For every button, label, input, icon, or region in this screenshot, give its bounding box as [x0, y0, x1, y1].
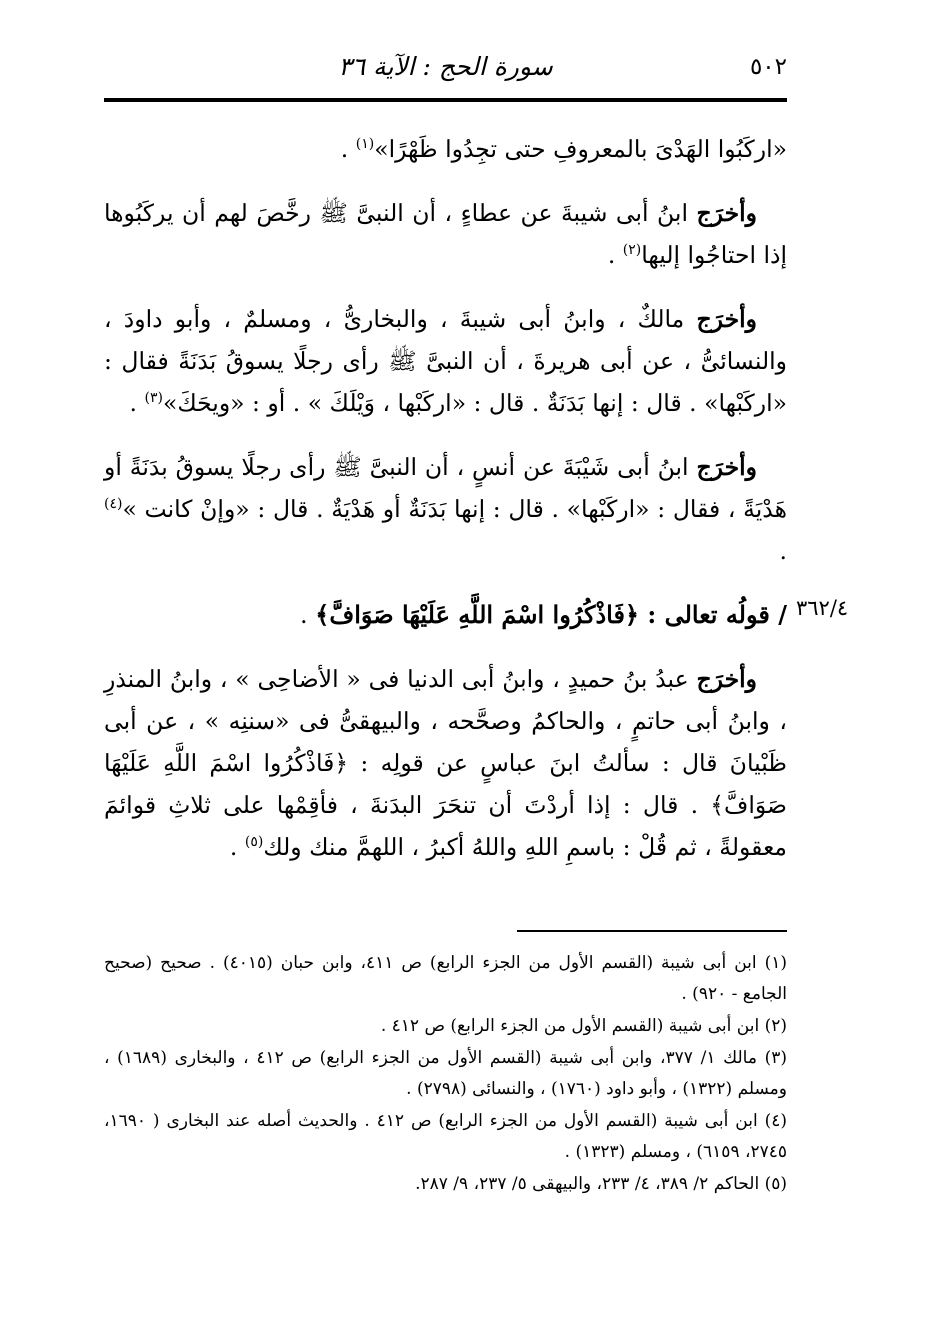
footnote: (٥) الحاكم ٢/ ٣٨٩، ٤/ ٢٣٣، والبيهقى ٥/ ٢٣٧، ٩/ ٢٨٧.	[415, 1174, 787, 1194]
footnote-marker: (٢)	[622, 242, 642, 259]
paragraph-text: «اركَبُوا الهَدْىَ بالمعروفِ حتى تجِدُوا ظَهْرًا»	[374, 135, 787, 163]
footnote-marker: (٥)	[244, 834, 264, 851]
footnote: (٢) ابن أبى شيبة (القسم الأول من الجزء الرابع) ص ٤١٢ .	[380, 1016, 787, 1036]
margin-reference: ٣٦٢/٤	[796, 596, 849, 620]
verse-heading-lead: / قولُه تعالى :	[647, 600, 787, 629]
footnote: (١) ابن أبى شيبة (القسم الأول من الجزء الرابع) ص ٤١١، وابن حبان (٤٠١٥) . صحيح (صحيح الجامع - ٩٢٠) .	[104, 953, 787, 1004]
paragraph-lead: وأخرَج	[696, 665, 757, 693]
verse-heading: / قولُه تعالى : ﴿فَاذْكُرُوا اسْمَ اللَّهِ عَلَيْهَا صَوَافَّ﴾ .	[300, 600, 787, 629]
paragraph: وأخرَج ابنُ أبى شَيْبَةَ عن أنسٍ ، أن النبىَّ ﷺ رأى رجلًا يسوقُ بدَنَةً أو هَدْيَةً ، فقال : «اركَبْها» . قال : إنها بَدَنَةٌ أو هَدْيَةٌ . قال : «وإنْ كانت »$^{(٤)}$ .	[104, 453, 787, 565]
running-header	[104, 50, 787, 96]
paragraph-lead: وأخرَج	[696, 453, 757, 481]
paragraph: وأخرَج عبدُ بنُ حميدٍ ، وابنُ أبى الدنيا فى « الأضاحِى » ، وابنُ المنذرِ ، وابنُ أبى حاتمٍ ، والحاكمُ وصحَّحه ، والبيهقىُّ فى «سننِه » ، عن أبى ظَبْيانَ قال : سألتُ ابنَ عباسٍ عن قولِه : ﴿فَاذْكُرُوا اسْمَ اللَّهِ عَلَيْهَا صَوَافَّ﴾ . قال : إذا أردْتَ أن تنحَرَ البدَنةَ ، فأقِمْها على ثلاثِ قوائمَ معقولةً ، ثم قُلْ : باسمِ اللهِ واللهُ أكبرُ ، اللهمَّ منك ولك$^{(٥)}$ .	[104, 665, 787, 861]
paragraph: «اركَبُوا الهَدْىَ بالمعروفِ حتى تجِدُوا ظَهْرًا»$^{(١)}$ .	[340, 135, 787, 163]
footnote-marker: (٣)	[144, 390, 163, 407]
footnote-marker: (٤)	[104, 496, 123, 513]
running-title: سورة الحج : الآية ٣٦	[338, 52, 553, 81]
footnotes	[104, 948, 787, 1201]
footnote: (٣) مالك ١/ ٣٧٧، وابن أبى شيبة (القسم الأول من الجزء الرابع) ص ٤١٢ ، والبخارى (١٦٨٩) ، ومسلم (١٣٢٢) ، وأبو داود (١٧٦٠) ، والنسائى (٢٧٩٨) .	[104, 1048, 787, 1099]
page-number: ٥٠٢	[749, 54, 787, 80]
paragraph: وأخرَج مالكٌ ، وابنُ أبى شيبةَ ، والبخارىُّ ، ومسلمٌ ، وأبو داودَ ، والنسائىُّ ، عن أبى هريرةَ ، أن النبىَّ ﷺ رأى رجلًا يسوقُ بَدَنَةً فقال : «اركَبْها» . قال : إنها بَدَنَةٌ . قال : «اركَبْها ، وَيْلَكَ » . أو : «ويحَكَ»$^{(٣)}$ .	[104, 305, 787, 417]
header-rule	[104, 98, 787, 102]
footnote: (٤) ابن أبى شيبة (القسم الأول من الجزء الرابع) ص ٤١٢ . والحديث أصله عند البخارى ( ١٦٩٠، ٢٧٤٥، ٦١٥٩) ، ومسلم (١٣٢٣) .	[104, 1111, 787, 1162]
paragraph: وأخرَج ابنُ أبى شيبةَ عن عطاءٍ ، أن النبىَّ ﷺ رخَّصَ لهم أن يركَبُوها إذا احتاجُوا إليها$^{(٢)}$ .	[104, 199, 787, 269]
paragraph-text: ابنُ أبى شيبةَ عن عطاءٍ ، أن النبىَّ ﷺ رخَّصَ لهم أن يركَبُوها إذا احتاجُوا إليها	[104, 199, 787, 269]
paragraph-lead: وأخرَج	[696, 305, 757, 333]
quran-verse: ﴿فَاذْكُرُوا اسْمَ اللَّهِ عَلَيْهَا صَوَافَّ﴾	[315, 600, 648, 629]
footnote-marker: (١)	[355, 136, 375, 153]
paragraph-text: عبدُ بنُ حميدٍ ، وابنُ أبى الدنيا فى « الأضاحِى » ، وابنُ المنذرِ ، وابنُ أبى حاتمٍ ، والحاكمُ وصحَّحه ، والبيهقىُّ فى «سننِه » ، عن أبى ظَبْيانَ قال : سألتُ ابنَ عباسٍ عن قولِه : ﴿فَاذْكُرُوا اسْمَ اللَّهِ عَلَيْهَا صَوَافَّ﴾ . قال : إذا أردْتَ أن تنحَرَ البدَنةَ ، فأقِمْها على ثلاثِ قوائمَ معقولةً ، ثم قُلْ : باسمِ اللهِ واللهُ أكبرُ ، اللهمَّ منك ولك	[104, 665, 787, 861]
footnote-rule	[517, 930, 787, 932]
main-text	[104, 128, 787, 890]
paragraph-lead: وأخرَج	[696, 199, 757, 227]
paragraph-text: ابنُ أبى شَيْبَةَ عن أنسٍ ، أن النبىَّ ﷺ رأى رجلًا يسوقُ بدَنَةً أو هَدْيَةً ، فقال : «اركَبْها» . قال : إنها بَدَنَةٌ أو هَدْيَةٌ . قال : «وإنْ كانت »	[104, 453, 787, 523]
paragraph-text: مالكٌ ، وابنُ أبى شيبةَ ، والبخارىُّ ، ومسلمٌ ، وأبو داودَ ، والنسائىُّ ، عن أبى هريرةَ ، أن النبىَّ ﷺ رأى رجلًا يسوقُ بَدَنَةً فقال : «اركَبْها» . قال : إنها بَدَنَةٌ . قال : «اركَبْها ، وَيْلَكَ » . أو : «ويحَكَ»	[104, 305, 787, 417]
